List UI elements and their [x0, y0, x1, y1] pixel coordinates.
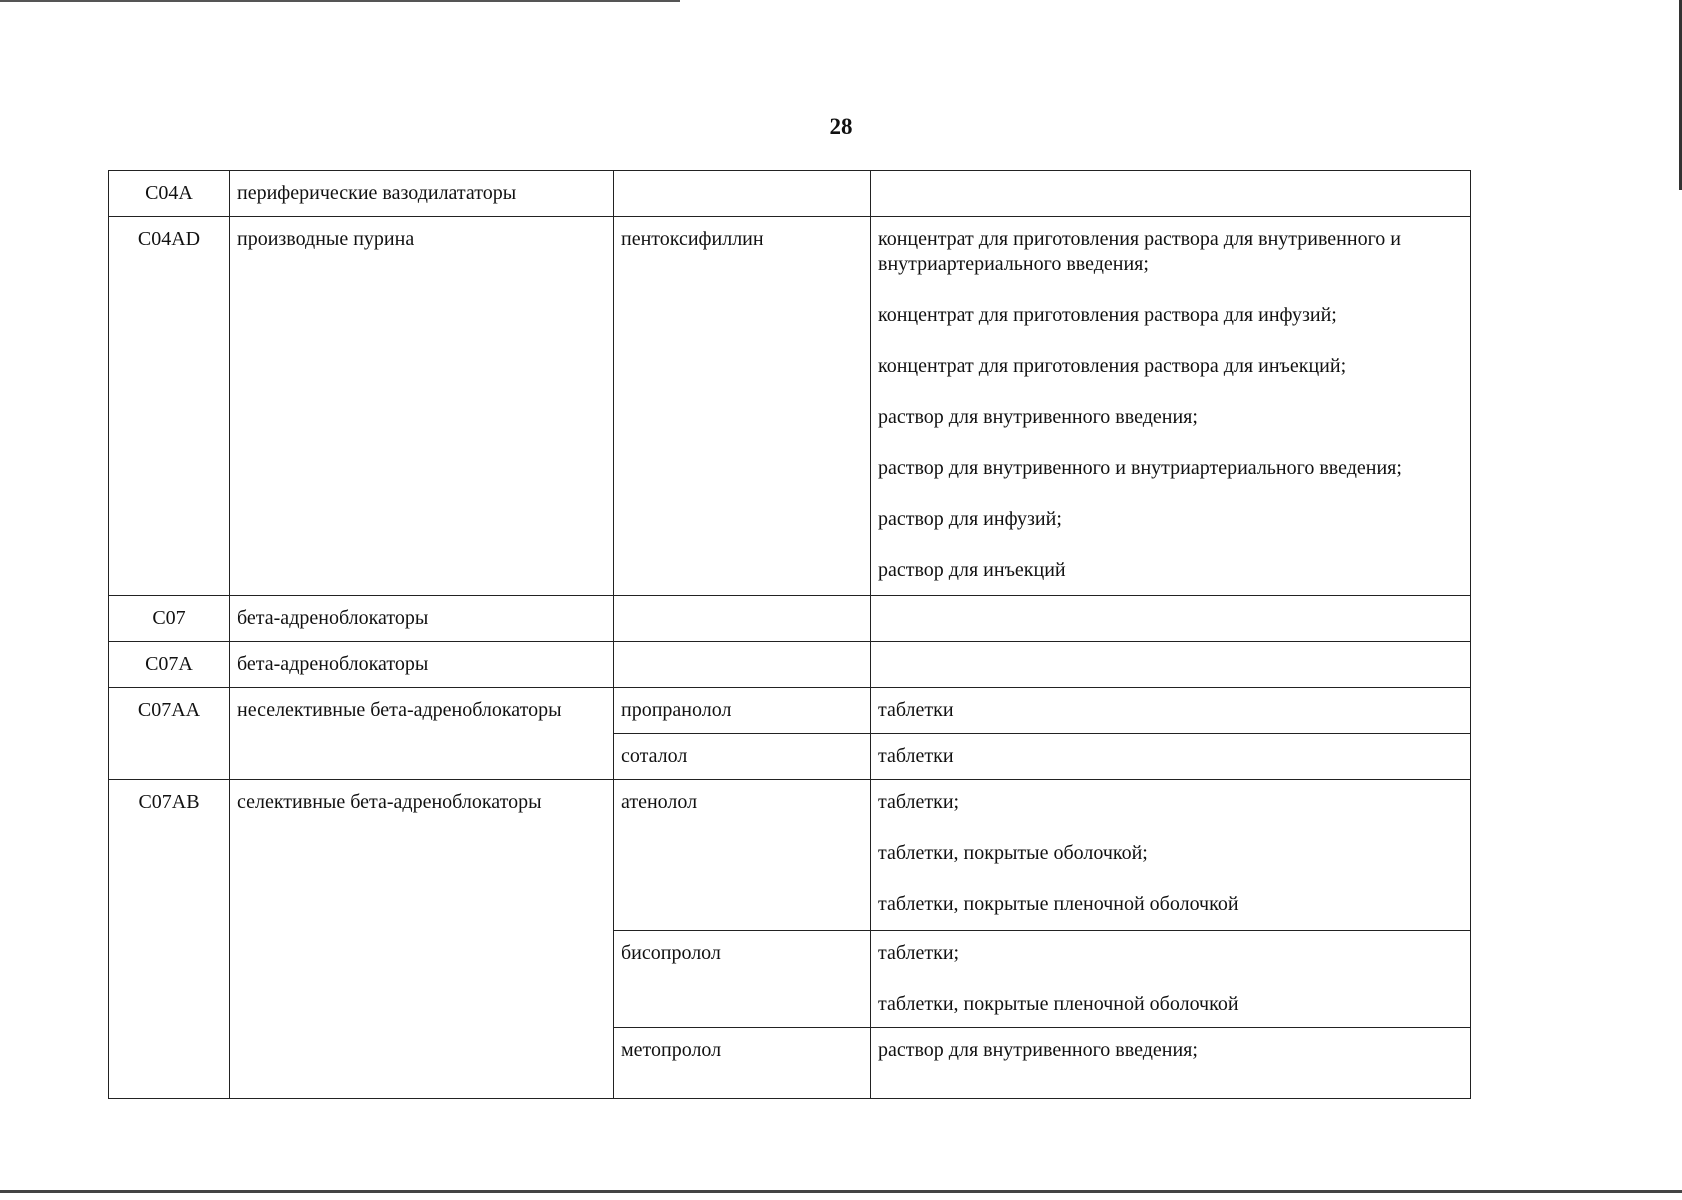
atc-code-cell: C07AB: [109, 780, 230, 1099]
scan-artifact-top-line: [0, 0, 680, 2]
dosage-form-item: раствор для внутривенного введения;: [878, 1039, 1198, 1061]
dosage-form-cell: [871, 734, 1471, 780]
table-row: [109, 642, 1471, 688]
medicines-table: [108, 170, 1471, 1099]
atc-group-cell: производные пурина: [230, 217, 614, 596]
inn-cell: соталол: [614, 734, 871, 780]
dosage-form-cell: [871, 217, 1471, 596]
dosage-form-cell: [871, 642, 1471, 688]
dosage-form-item: концентрат для приготовления раствора для инфузий;: [878, 304, 1337, 326]
table-row: [109, 596, 1471, 642]
inn-cell: пропранолол: [614, 688, 871, 734]
table-row: [109, 217, 1471, 596]
dosage-form-cell: [871, 171, 1471, 217]
dosage-form-item: таблетки: [878, 699, 954, 721]
atc-group-cell: бета-адреноблокаторы: [230, 596, 614, 642]
atc-code-cell: C07AA: [109, 688, 230, 780]
dosage-form-item: раствор для внутривенного введения;: [878, 406, 1198, 428]
dosage-form-item: таблетки, покрытые пленочной оболочкой: [878, 993, 1239, 1015]
table-row: [109, 688, 1471, 734]
dosage-form-cell: [871, 688, 1471, 734]
atc-group-cell: бета-адреноблокаторы: [230, 642, 614, 688]
dosage-form-item: таблетки;: [878, 791, 960, 813]
table-row: [109, 780, 1471, 931]
atc-code-cell: C07: [109, 596, 230, 642]
dosage-form-item: концентрат для приготовления раствора для инъекций;: [878, 355, 1347, 377]
inn-cell: метопролол: [614, 1028, 871, 1099]
dosage-form-item: таблетки;: [878, 942, 960, 964]
dosage-form-item: концентрат для приготовления раствора для внутривенного и внутриартериального введения;: [878, 228, 1401, 275]
inn-cell: [614, 642, 871, 688]
dosage-form-item: таблетки: [878, 745, 954, 767]
page-number: 28: [829, 114, 853, 139]
atc-group-cell: периферические вазодилататоры: [230, 171, 614, 217]
scan-artifact-bottom-line: [0, 1190, 1682, 1193]
dosage-form-cell: [871, 1028, 1471, 1099]
atc-code-cell: C04A: [109, 171, 230, 217]
dosage-form-item: таблетки, покрытые оболочкой;: [878, 842, 1148, 864]
inn-cell: бисопролол: [614, 931, 871, 1028]
inn-cell: [614, 171, 871, 217]
atc-group-cell: селективные бета-адреноблокаторы: [230, 780, 614, 1099]
inn-cell: атенолол: [614, 780, 871, 931]
atc-code-cell: C07A: [109, 642, 230, 688]
dosage-form-item: раствор для инфузий;: [878, 508, 1062, 530]
dosage-form-cell: [871, 596, 1471, 642]
dosage-form-cell: [871, 931, 1471, 1028]
inn-cell: [614, 596, 871, 642]
atc-group-cell: неселективные бета-адреноблокаторы: [230, 688, 614, 780]
table-row: [109, 171, 1471, 217]
dosage-form-cell: [871, 780, 1471, 931]
dosage-form-item: раствор для инъекций: [878, 559, 1066, 581]
dosage-form-item: таблетки, покрытые пленочной оболочкой: [878, 893, 1239, 915]
dosage-form-item: раствор для внутривенного и внутриартериального введения;: [878, 457, 1402, 479]
inn-cell: пентоксифиллин: [614, 217, 871, 596]
atc-code-cell: C04AD: [109, 217, 230, 596]
